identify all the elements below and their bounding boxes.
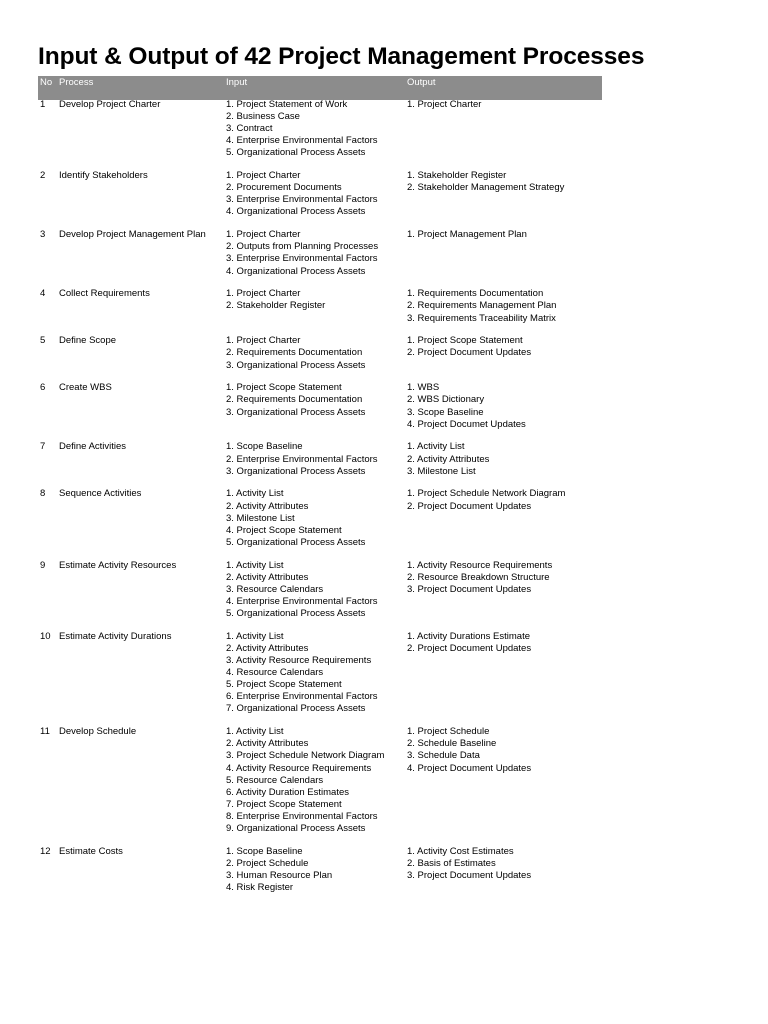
output-list (407, 846, 531, 882)
output-item: 3. Project Document Updates (407, 583, 532, 595)
output-item: 1. Activity Durations Estimate (407, 630, 531, 642)
input-item: 5. Project Scope Statement (226, 679, 342, 691)
output-list (407, 229, 527, 241)
process-name: Define Scope (59, 335, 117, 347)
output-item: 3. Milestone List (407, 465, 476, 477)
input-item: 1. Activity List (226, 630, 284, 642)
table-row (38, 560, 602, 631)
process-name: Develop Project Management Plan (59, 229, 206, 241)
input-list (226, 846, 332, 894)
row-number: 2 (40, 170, 46, 182)
page-title: Input & Output of 42 Project Management Processes (38, 43, 645, 70)
input-item: 3. Organizational Process Assets (226, 359, 366, 371)
output-list (407, 335, 531, 359)
input-item: 2. Activity Attributes (226, 500, 309, 512)
output-list (407, 726, 531, 774)
table-row (38, 846, 602, 905)
input-item: 3. Activity Resource Requirements (226, 655, 372, 667)
table-row (38, 99, 602, 170)
output-item: 1. Project Schedule (407, 726, 490, 738)
input-item: 2. Stakeholder Register (226, 300, 326, 312)
input-list (226, 726, 384, 835)
input-list (226, 335, 365, 371)
input-item: 6. Enterprise Environmental Factors (226, 691, 378, 703)
input-item: 7. Organizational Process Assets (226, 703, 366, 715)
output-item: 1. Requirements Documentation (407, 288, 544, 300)
input-item: 9. Organizational Process Assets (226, 822, 366, 834)
input-item: 2. Project Schedule (226, 857, 309, 869)
input-item: 1. Scope Baseline (226, 441, 303, 453)
process-name: Estimate Costs (59, 845, 123, 857)
output-item: 2. Basis of Estimates (407, 857, 496, 869)
table-row (38, 382, 602, 441)
input-item: 4. Resource Calendars (226, 667, 324, 679)
input-item: 3. Project Schedule Network Diagram (226, 750, 385, 762)
table-row (38, 488, 602, 559)
output-item: 2. Project Document Updates (407, 500, 532, 512)
input-item: 3. Human Resource Plan (226, 870, 333, 882)
output-item: 1. Activity List (407, 441, 465, 453)
header-input: Input (226, 77, 248, 88)
process-name: Collect Requirements (59, 288, 150, 300)
row-number: 6 (40, 382, 46, 394)
output-item: 1. Project Schedule Network Diagram (407, 488, 566, 500)
output-item: 2. Stakeholder Management Strategy (407, 182, 565, 194)
input-item: 2. Business Case (226, 111, 300, 123)
output-item: 2. Project Document Updates (407, 642, 532, 654)
row-number: 1 (40, 99, 46, 110)
output-item: 1. Activity Cost Estimates (407, 845, 514, 857)
row-number: 12 (40, 845, 51, 857)
output-item: 3. Project Document Updates (407, 870, 532, 882)
input-item: 1. Project Charter (226, 335, 301, 347)
input-item: 4. Risk Register (226, 882, 294, 894)
output-item: 4. Project Documet Updates (407, 418, 526, 430)
output-item: 1. Project Charter (407, 99, 482, 110)
output-item: 3. Scope Baseline (407, 406, 484, 418)
input-item: 4. Activity Resource Requirements (226, 762, 372, 774)
input-item: 1. Scope Baseline (226, 845, 303, 857)
input-list (226, 288, 325, 312)
input-list (226, 631, 378, 716)
input-item: 2. Activity Attributes (226, 738, 309, 750)
output-item: 1. WBS (407, 382, 440, 394)
row-number: 5 (40, 335, 46, 347)
table-row (38, 335, 602, 382)
row-number: 11 (40, 726, 50, 738)
input-item: 5. Resource Calendars (226, 774, 324, 786)
input-item: 2. Enterprise Environmental Factors (226, 453, 378, 465)
row-number: 7 (40, 441, 46, 453)
output-item: 3. Schedule Data (407, 750, 480, 762)
input-item: 5. Organizational Process Assets (226, 608, 366, 620)
output-list (407, 99, 481, 111)
input-item: 3. Enterprise Environmental Factors (226, 194, 378, 206)
input-item: 3. Organizational Process Assets (226, 465, 366, 477)
table-row (38, 441, 602, 488)
output-item: 2. Schedule Baseline (407, 738, 497, 750)
input-list (226, 99, 378, 159)
output-item: 3. Requirements Traceability Matrix (407, 312, 556, 324)
input-item: 2. Requirements Documentation (226, 394, 363, 406)
input-item: 8. Enterprise Environmental Factors (226, 810, 378, 822)
output-item: 4. Project Document Updates (407, 762, 532, 774)
output-item: 2. WBS Dictionary (407, 394, 485, 406)
input-list (226, 170, 378, 218)
output-item: 1. Project Management Plan (407, 229, 527, 241)
input-item: 6. Activity Duration Estimates (226, 786, 350, 798)
input-item: 3. Contract (226, 123, 273, 135)
table-row (38, 229, 602, 288)
input-item: 4. Organizational Process Assets (226, 265, 366, 277)
process-name: Estimate Activity Resources (59, 559, 177, 571)
input-item: 3. Organizational Process Assets (226, 406, 366, 418)
output-item: 1. Stakeholder Register (407, 170, 507, 182)
input-item: 2. Activity Attributes (226, 571, 309, 583)
input-item: 1. Project Charter (226, 170, 301, 182)
input-item: 5. Organizational Process Assets (226, 536, 366, 548)
process-name: Estimate Activity Durations (59, 630, 172, 642)
row-number: 9 (40, 559, 46, 571)
input-item: 3. Milestone List (226, 512, 295, 524)
output-list (407, 560, 552, 596)
input-item: 1. Activity List (226, 559, 284, 571)
output-item: 1. Activity Resource Requirements (407, 559, 553, 571)
input-item: 1. Project Charter (226, 229, 301, 241)
output-list (407, 488, 565, 512)
output-item: 2. Activity Attributes (407, 453, 490, 465)
input-item: 4. Project Scope Statement (226, 524, 342, 536)
input-item: 5. Organizational Process Assets (226, 147, 366, 159)
input-item: 2. Requirements Documentation (226, 347, 363, 359)
input-item: 4. Enterprise Environmental Factors (226, 595, 378, 607)
output-list (407, 382, 526, 430)
table-row (38, 170, 602, 229)
row-number: 8 (40, 488, 46, 500)
output-list (407, 441, 489, 477)
input-item: 1. Project Charter (226, 288, 301, 300)
input-item: 1. Activity List (226, 726, 284, 738)
input-item: 1. Project Scope Statement (226, 382, 342, 394)
row-number: 3 (40, 229, 46, 241)
input-item: 4. Organizational Process Assets (226, 206, 366, 218)
output-list (407, 170, 564, 194)
input-item: 4. Enterprise Environmental Factors (226, 135, 378, 147)
header-output: Output (407, 77, 436, 88)
process-name: Create WBS (59, 382, 112, 394)
input-list (226, 229, 378, 277)
input-item: 1. Project Statement of Work (226, 99, 348, 110)
input-item: 2. Activity Attributes (226, 642, 309, 654)
input-item: 1. Activity List (226, 488, 284, 500)
output-item: 2. Project Document Updates (407, 347, 532, 359)
input-item: 7. Project Scope Statement (226, 798, 342, 810)
output-list (407, 631, 531, 655)
process-table (38, 99, 602, 905)
row-number: 4 (40, 288, 46, 300)
process-name: Sequence Activities (59, 488, 142, 500)
row-number: 10 (40, 630, 51, 642)
input-list (226, 441, 378, 477)
output-item: 1. Project Scope Statement (407, 335, 523, 347)
input-list (226, 560, 378, 620)
table-row (38, 288, 602, 335)
process-name: Define Activities (59, 441, 127, 453)
input-item: 3. Resource Calendars (226, 583, 324, 595)
output-list (407, 288, 556, 324)
input-list (226, 382, 365, 418)
process-name: Identify Stakeholders (59, 170, 148, 182)
header-process: Process (59, 77, 94, 88)
output-item: 2. Resource Breakdown Structure (407, 571, 550, 583)
input-item: 2. Outputs from Planning Processes (226, 241, 379, 253)
input-list (226, 488, 365, 548)
process-name: Develop Schedule (59, 726, 137, 738)
header-no: No (40, 77, 53, 88)
table-header (38, 76, 602, 100)
table-row (38, 726, 602, 846)
table-row (38, 631, 602, 726)
input-item: 3. Enterprise Environmental Factors (226, 253, 378, 265)
process-name: Develop Project Charter (59, 99, 161, 110)
output-item: 2. Requirements Management Plan (407, 300, 557, 312)
input-item: 2. Procurement Documents (226, 182, 342, 194)
